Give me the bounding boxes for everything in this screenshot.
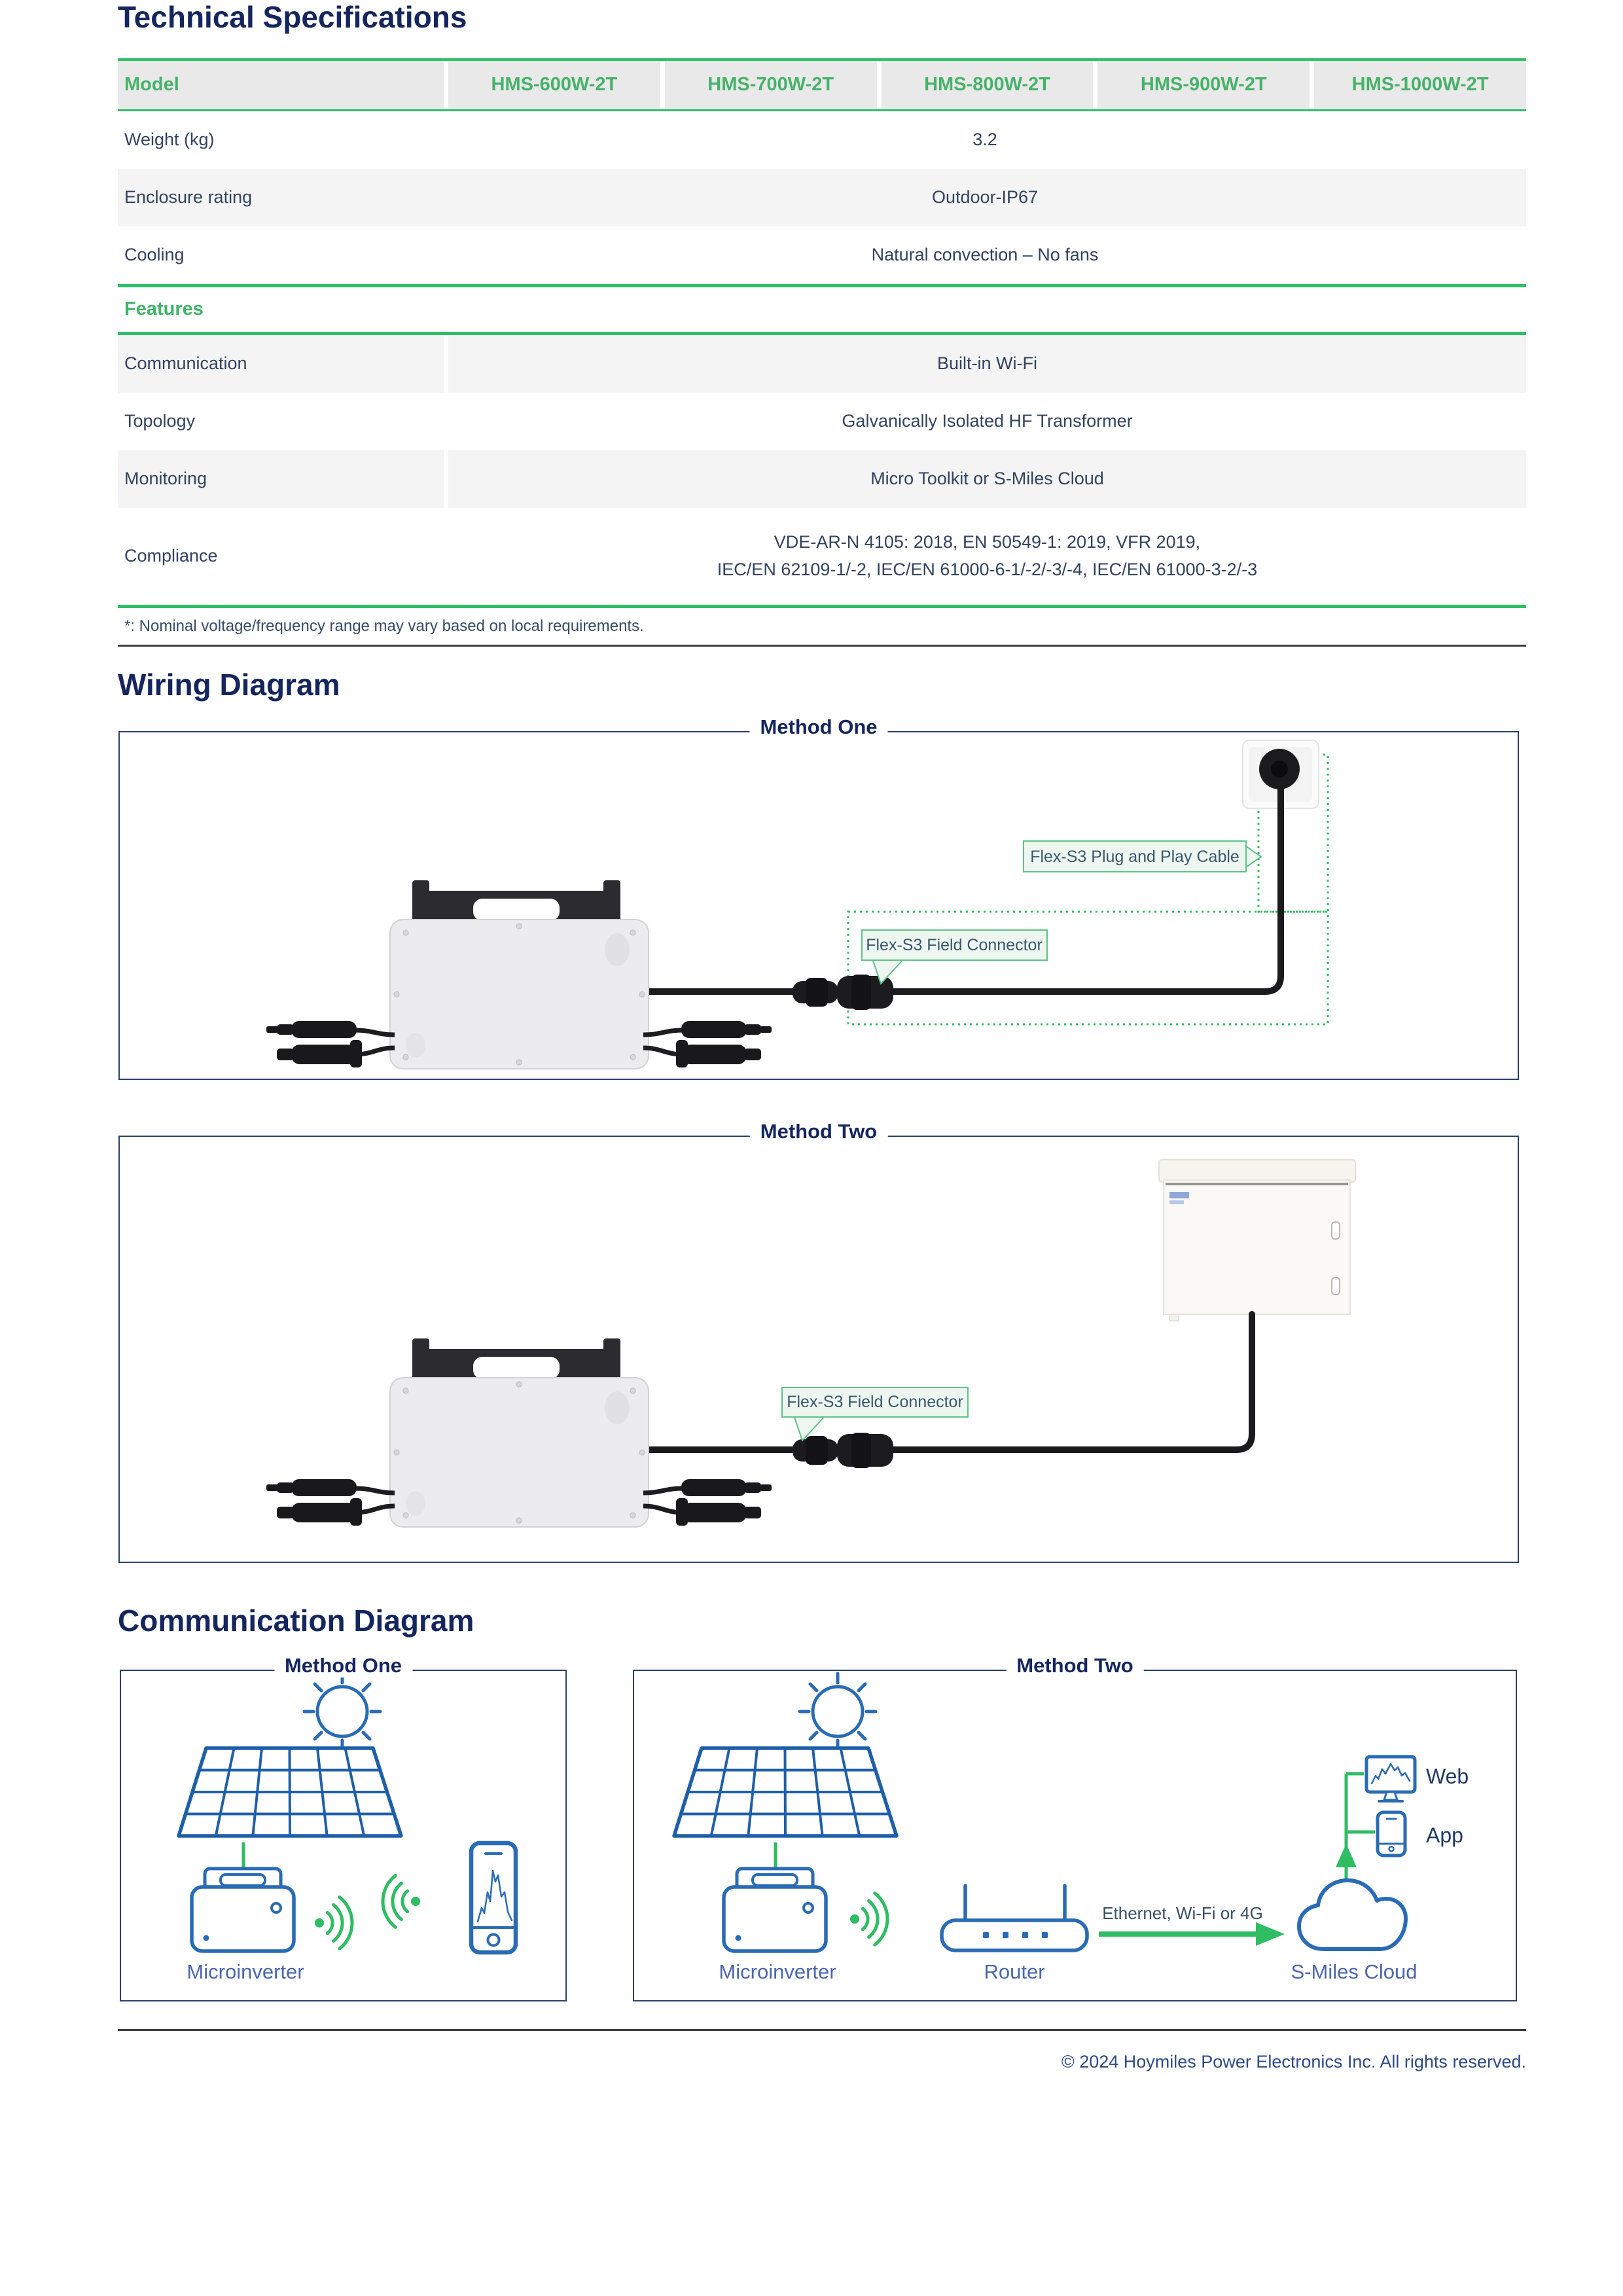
row-label: Compliance	[124, 546, 218, 566]
wiring-method-two-box	[118, 1119, 1519, 1563]
model-name: HMS-800W-2T	[877, 61, 1094, 109]
comm-method-one-diagram	[121, 1671, 565, 2000]
spec-table-header	[118, 58, 1526, 111]
svg-text:Flex-S3 Field Connector: Flex-S3 Field Connector	[866, 935, 1043, 954]
plug-cable-callout	[1024, 841, 1261, 872]
trunk-cable	[578, 1314, 1252, 1450]
model-name: HMS-700W-2T	[660, 61, 877, 109]
method-two-label: Method Two	[1006, 1654, 1144, 1677]
wiring-method-one-box	[118, 715, 1519, 1080]
compliance-value: VDE-AR-N 4105: 2018, EN 50549-1: 2019, VFR 2019, IEC/EN 62109-1/-2, IEC/EN 61000-6-1/-2/-3/-4, IEC/EN 61000-3-2/-3	[717, 532, 1258, 579]
microinverter-icon	[192, 1869, 294, 1951]
router-label: Router	[984, 1960, 1045, 1983]
footer-divider	[118, 2029, 1526, 2031]
solar-panel-icon	[674, 1748, 897, 1836]
row-label: Communication	[124, 353, 247, 374]
method-one-label: Method One	[274, 1654, 412, 1677]
microinverter-render	[266, 880, 772, 1069]
app-label: App	[1426, 1823, 1463, 1847]
row-label: Cooling	[124, 245, 185, 265]
microinverter-render	[266, 1338, 772, 1527]
row-label: Weight (kg)	[124, 130, 215, 150]
model-header-label: Model	[124, 74, 179, 96]
phone-icon	[1378, 1812, 1405, 1856]
wiring-method-one-diagram	[120, 732, 1517, 1078]
tech-specs-title: Technical Specifications	[118, 0, 467, 34]
wifi-waves-icon	[850, 1893, 887, 1945]
comm-method-one-box	[120, 1653, 567, 2001]
solar-panel-icon	[179, 1748, 401, 1836]
smartphone-icon	[471, 1843, 516, 1952]
sun-icon	[800, 1674, 876, 1749]
row-value: Natural convection – No fans	[871, 245, 1099, 265]
table-row	[118, 335, 1526, 393]
breaker-box-icon	[1159, 1160, 1355, 1321]
copyright-text: © 2024 Hoymiles Power Electronics Inc. All rights reserved.	[1061, 2051, 1526, 2072]
comm-method-two-diagram	[634, 1671, 1515, 2000]
row-value: Micro Toolkit or S-Miles Cloud	[444, 450, 1526, 508]
microinverter-label: Microinverter	[719, 1960, 836, 1983]
features-section-heading: Features	[118, 284, 1526, 335]
table-row	[118, 508, 1526, 605]
mc4-connector-icon	[266, 1479, 362, 1526]
mc4-connector-icon	[266, 1021, 362, 1067]
ethernet-label: Ethernet, Wi-Fi or 4G	[1102, 1903, 1263, 1923]
model-name: HMS-600W-2T	[444, 61, 660, 109]
wiring-method-two-diagram	[120, 1137, 1517, 1561]
svg-text:Flex-S3 Field Connector: Flex-S3 Field Connector	[787, 1392, 963, 1411]
field-connector-icon	[793, 975, 893, 1010]
wifi-waves-icon	[315, 1897, 352, 1948]
mc4-connector-icon	[676, 1479, 772, 1526]
method-two-label: Method Two	[750, 1120, 888, 1143]
model-name: HMS-1000W-2T	[1310, 61, 1526, 109]
model-name: HMS-900W-2T	[1093, 61, 1310, 109]
field-connector-callout	[782, 1388, 968, 1441]
wifi-waves-icon	[383, 1875, 420, 1927]
monitor-icon	[1366, 1757, 1415, 1801]
cloud-icon	[1299, 1880, 1406, 1949]
comm-title: Communication Diagram	[118, 1603, 474, 1638]
comm-method-two-box	[633, 1653, 1517, 2001]
table-row	[118, 226, 1526, 284]
field-connector-icon	[793, 1433, 893, 1468]
row-value: 3.2	[972, 130, 997, 150]
mc4-connector-icon	[676, 1021, 772, 1067]
row-label: Topology	[124, 411, 196, 431]
row-value: Galvanically Isolated HF Transformer	[444, 393, 1526, 450]
table-row	[118, 393, 1526, 450]
ethernet-arrow	[1099, 1922, 1285, 1946]
row-value: Outdoor-IP67	[931, 187, 1039, 207]
cloud-label: S-Miles Cloud	[1291, 1960, 1418, 1983]
spec-table	[118, 58, 1526, 647]
table-row	[118, 111, 1526, 169]
table-row	[118, 169, 1526, 226]
row-value: Built-in Wi-Fi	[444, 335, 1526, 393]
router-icon	[942, 1886, 1087, 1950]
microinverter-icon	[724, 1869, 826, 1951]
up-arrow-icon	[1336, 1844, 1357, 1867]
microinverter-label: Microinverter	[187, 1960, 304, 1983]
field-connector-callout	[862, 930, 1047, 984]
row-label: Enclosure rating	[124, 187, 253, 207]
method-one-label: Method One	[749, 715, 887, 739]
row-label: Monitoring	[124, 469, 207, 489]
sun-icon	[304, 1674, 380, 1749]
wiring-title: Wiring Diagram	[118, 667, 340, 702]
svg-text:Flex-S3 Plug and Play Cable: Flex-S3 Plug and Play Cable	[1030, 847, 1240, 866]
web-label: Web	[1426, 1764, 1469, 1788]
table-footnote: *: Nominal voltage/frequency range may vary based on local requirements.	[118, 605, 1526, 647]
table-row	[118, 450, 1526, 508]
